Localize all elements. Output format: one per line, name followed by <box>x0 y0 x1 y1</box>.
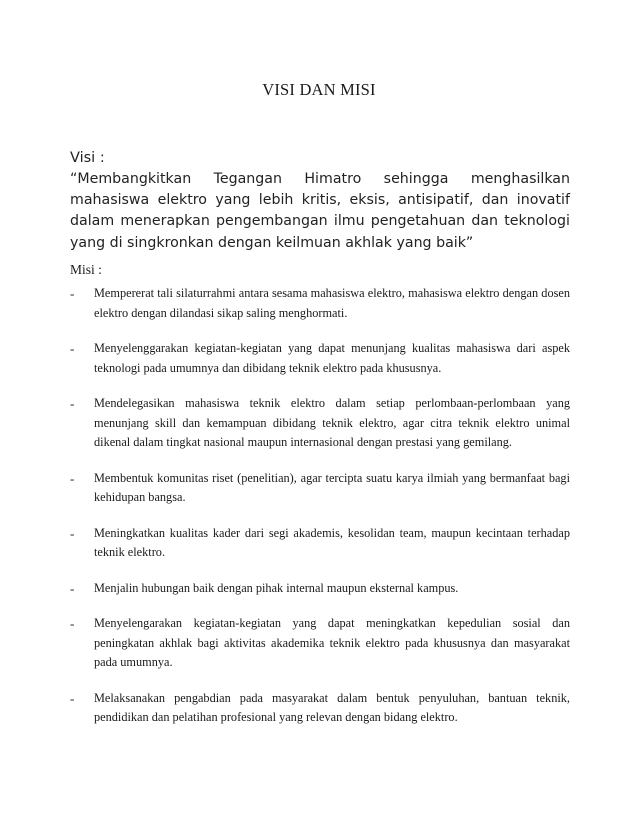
page-title: VISI DAN MISI <box>262 80 376 99</box>
misi-item-6 <box>70 579 570 599</box>
bullet-dash: - <box>70 616 75 631</box>
bullet-dash: - <box>70 580 75 596</box>
bullet-dash: - <box>70 470 75 486</box>
misi-item-text: Membentuk komunitas riset (penelitian), agar tercipta suatu karya ilmiah yang bermanfaat bagi kehidupan bangsa. <box>94 470 570 504</box>
misi-item-text: Meningkatkan kualitas kader dari segi akademis, kesolidan team, maupun kecintaan terhadap teknik elektro. <box>94 525 570 559</box>
misi-item-text: Menyelengarakan kegiatan-kegiatan yang dapat meningkatkan kepedulian sosial dan peningkatan akhlak bagi aktivitas akademika teknik elektro pada khususnya dan masyarakat pada umumnya. <box>94 616 570 669</box>
bullet-dash: - <box>70 286 75 301</box>
misi-item-text: Mempererat tali silaturrahmi antara sesama mahasiswa elektro, mahasiswa elektro dengan dosen elektro dengan dilandasi sikap saling menghormati. <box>94 286 570 320</box>
misi-item-text: Melaksanakan pengabdian pada masyarakat dalam bentuk penyuluhan, bantuan teknik, pendidikan dan pelatihan profesional yang relevan dengan bidang elektro. <box>94 690 570 724</box>
misi-item-text: Menjalin hubungan baik dengan pihak internal maupun eksternal kampus. <box>94 580 459 595</box>
visi-label: Visi : <box>70 150 105 166</box>
misi-item-3 <box>70 394 570 453</box>
misi-item-8 <box>70 689 570 728</box>
misi-item-5 <box>70 524 570 563</box>
misi-item-text: Mendelegasikan mahasiswa teknik elektro dalam setiap perlombaan-perlombaan yang menunjang skill dan kemampuan dibidang teknik elektro, agar citra teknik elektro unimal dikenal dalam tingkat nasional maupun internasional dengan prestasi yang gemilang. <box>94 396 570 449</box>
misi-label: Misi : <box>70 262 102 277</box>
bullet-dash: - <box>70 525 75 541</box>
visi-statement: “Membangkitkan Tegangan Himatro sehingga menghasilkan mahasiswa elektro yang lebih kritis, eksis, antisipatif, dan inovatif dalam menerapkan pengembangan ilmu pengetahuan dan teknologi yang di singkronkan dengan keilmuan akhlak yang baik” <box>70 171 570 251</box>
misi-list <box>70 284 570 744</box>
misi-item-1 <box>70 284 570 323</box>
bullet-dash: - <box>70 396 75 411</box>
misi-item-4 <box>70 469 570 508</box>
misi-item-2 <box>70 339 570 378</box>
misi-item-7 <box>70 614 570 673</box>
misi-item-text: Menyelenggarakan kegiatan-kegiatan yang dapat menunjang kualitas mahasiswa dari aspek teknologi pada umumnya dan dibidang teknik elektro pada khususnya. <box>94 341 570 375</box>
bullet-dash: - <box>70 341 75 356</box>
bullet-dash: - <box>70 690 75 706</box>
